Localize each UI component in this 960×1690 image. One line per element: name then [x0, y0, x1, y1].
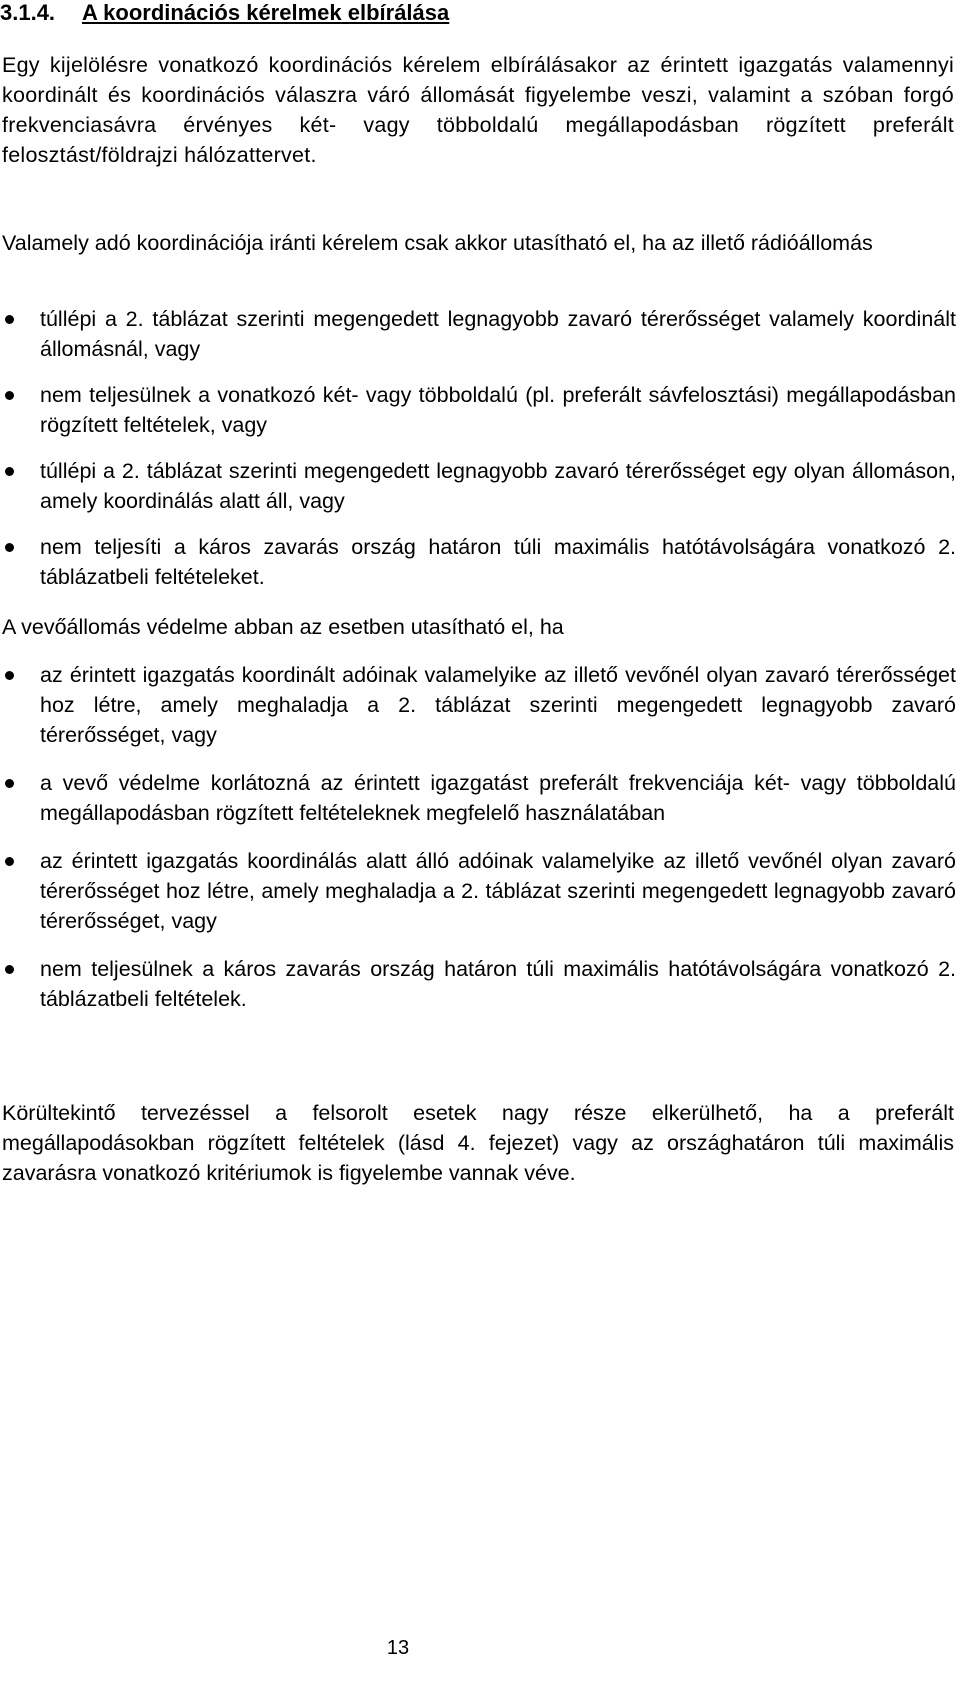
receiver-protection-intro: A vevőállomás védelme abban az esetben utasítható el, ha — [2, 615, 564, 639]
bullet-icon — [5, 391, 14, 400]
section-heading — [0, 0, 960, 26]
list-item-text: nem teljesülnek a káros zavarás ország határon túli maximális hatótávolságára vonatkozó 2. táblázatbeli feltételek. — [40, 957, 956, 1011]
intro-paragraph: Egy kijelölésre vonatkozó koordinációs kérelem elbírálásakor az érintett igazgatás valamennyi koordinált és koordinációs válaszra váró állomását figyelembe veszi, valamint a szóban forgó frekvenciasávra érvényes két- vagy többoldalú megállapodásban rögzített preferált felosztást/földrajzi hálózattervet. — [2, 53, 954, 167]
list-item-text: túllépi a 2. táblázat szerinti megengedett legnagyobb zavaró térerősséget egy olyan állomáson, amely koordinálás alatt áll, vagy — [40, 459, 956, 513]
closing-paragraph: Körültekintő tervezéssel a felsorolt esetek nagy része elkerülhető, ha a preferált megállapodásokban rögzített feltételek (lásd 4. fejezet) vagy az országhatáron túli maximális zavarásra vonatkozó kritériumok is figyelembe vannak véve. — [2, 1101, 954, 1185]
list-item — [0, 532, 956, 592]
bullet-icon — [5, 965, 14, 974]
list-item-text: a vevő védelme korlátozná az érintett igazgatást preferált frekvenciája két- vagy többoldalú megállapodásban rögzített feltételeknek megfelelő használatában — [40, 771, 956, 825]
transmitter-rejection-intro: Valamely adó koordinációja iránti kérelem csak akkor utasítható el, ha az illető rádióállomás — [2, 231, 873, 255]
list-item-text: az érintett igazgatás koordinált adóinak valamelyike az illető vevőnél olyan zavaró térerősséget hoz létre, amely meghaladja a 2. táblázat szerinti megengedett legnagyobb zavaró térerősséget, vagy — [40, 663, 956, 747]
bullet-icon — [5, 315, 14, 324]
list-item — [0, 304, 956, 364]
list-item-text: túllépi a 2. táblázat szerinti megengedett legnagyobb zavaró térerősséget valamely koordinált állomásnál, vagy — [40, 307, 956, 361]
list-item — [0, 380, 956, 440]
list-item — [0, 954, 956, 1014]
bullet-icon — [5, 543, 14, 552]
list-item-text: nem teljesíti a káros zavarás ország határon túli maximális hatótávolságára vonatkozó 2. táblázatbeli feltételeket. — [40, 535, 956, 589]
bullet-icon — [5, 779, 14, 788]
list-item — [0, 846, 956, 936]
list-item — [0, 456, 956, 516]
page-number: 13 — [386, 1637, 410, 1659]
bullet-icon — [5, 467, 14, 476]
section-number: 3.1.4. — [0, 0, 56, 25]
bullet-icon — [5, 857, 14, 866]
section-title: A koordinációs kérelmek elbírálása — [82, 0, 450, 25]
transmitter-rejection-list — [0, 304, 956, 592]
receiver-protection-list — [0, 660, 956, 1014]
list-item — [0, 660, 956, 750]
list-item-text: nem teljesülnek a vonatkozó két- vagy többoldalú (pl. preferált sávfelosztási) megállapodásban rögzített feltételek, vagy — [40, 383, 956, 437]
list-item — [0, 768, 956, 828]
bullet-icon — [5, 671, 14, 680]
list-item-text: az érintett igazgatás koordinálás alatt álló adóinak valamelyike az illető vevőnél olyan zavaró térerősséget hoz létre, amely meghaladja a 2. táblázat szerinti megengedett legnagyobb zavaró térerősséget, vagy — [40, 849, 956, 933]
